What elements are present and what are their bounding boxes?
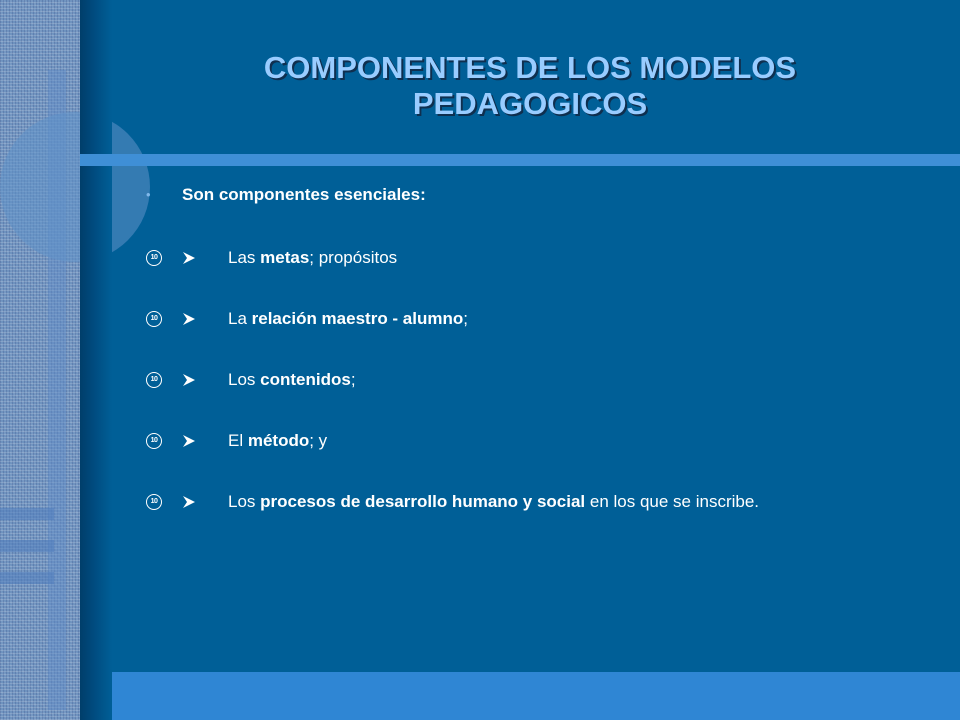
list-item-text bbox=[228, 307, 468, 331]
list-item-text bbox=[228, 429, 327, 453]
title-line-2: PEDAGOGICOS bbox=[412, 86, 648, 121]
arrowhead-bullet-icon bbox=[182, 434, 196, 448]
circled-number-ten-icon: 10 bbox=[146, 494, 162, 510]
strip-horizontal-bar bbox=[0, 572, 54, 584]
text-bold: metas bbox=[260, 248, 310, 267]
strip-circle-decoration bbox=[0, 112, 150, 262]
text-post: ; bbox=[463, 309, 468, 328]
bullet-dot-icon: • bbox=[146, 187, 151, 202]
text-bold: relación maestro - alumno bbox=[251, 309, 464, 328]
arrowhead-bullet-icon bbox=[182, 312, 196, 326]
intro-text: Son componentes esenciales: bbox=[182, 185, 426, 204]
text-bold: procesos de desarrollo humano y social bbox=[260, 492, 586, 511]
text-post: ; y bbox=[309, 431, 328, 450]
strip-horizontal-bar bbox=[0, 508, 54, 520]
arrowhead-bullet-icon bbox=[182, 495, 196, 509]
circled-number-ten-icon: 10 bbox=[146, 250, 162, 266]
list-item-text bbox=[228, 368, 356, 392]
text-post: ; propósitos bbox=[309, 248, 398, 267]
strip-shadow bbox=[80, 0, 112, 720]
text-post: ; bbox=[350, 370, 356, 389]
list-item-text bbox=[228, 246, 397, 270]
title-line-1: COMPONENTES DE LOS MODELOS bbox=[263, 50, 797, 85]
slide-title bbox=[140, 50, 920, 122]
text-pre: Las bbox=[228, 248, 261, 267]
circled-number-ten-icon: 10 bbox=[146, 311, 162, 327]
text-bold: método bbox=[247, 431, 310, 450]
arrowhead-bullet-icon bbox=[182, 251, 196, 265]
circled-number-ten-icon: 10 bbox=[146, 372, 162, 388]
strip-horizontal-bar bbox=[0, 540, 54, 552]
bottom-accent-bar bbox=[112, 672, 960, 720]
text-pre: Los bbox=[228, 370, 261, 389]
text-bold: contenidos bbox=[260, 370, 351, 389]
left-textured-strip bbox=[0, 0, 80, 720]
list-item-text bbox=[228, 490, 759, 514]
circled-number-ten-icon: 10 bbox=[146, 433, 162, 449]
text-post: en los que se inscribe. bbox=[585, 492, 760, 511]
text-pre: Los bbox=[228, 492, 261, 511]
arrowhead-bullet-icon bbox=[182, 373, 196, 387]
text-pre: La bbox=[228, 309, 252, 328]
title-divider-bar bbox=[80, 154, 960, 166]
text-pre: El bbox=[228, 431, 248, 450]
